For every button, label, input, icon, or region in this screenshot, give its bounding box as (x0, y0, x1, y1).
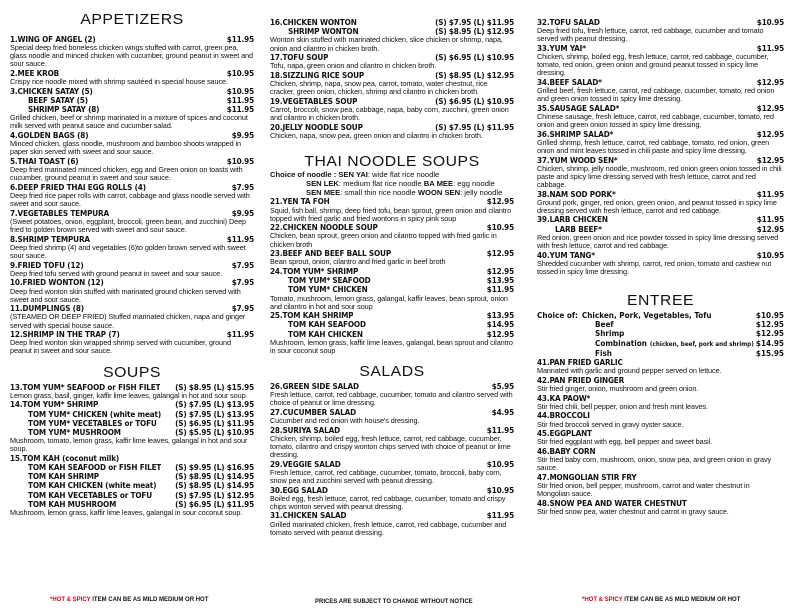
menu-item-price: $5.95 (491, 381, 514, 392)
menu-item-price: $12.95 (756, 154, 784, 165)
menu-item (270, 511, 514, 536)
menu-item-name: TOM KAH SEAFOOD (288, 320, 366, 330)
menu-item (537, 215, 784, 224)
menu-item-price: $11.95 (226, 233, 254, 244)
menu-item-description: Fresh lettuce, carrot, red cabbage, cucumber, tomato and cilantro served with choice of peanut or lime dressing. (270, 390, 513, 408)
menu-item-name: 44.BROCCOLI (537, 411, 590, 421)
menu-item-name: 21.YEN TA FOH (270, 197, 330, 207)
menu-item-description: Chicken, bean sprout, green onion and cilantro topped with fried garlic in chicken broth (270, 231, 497, 249)
menu-item (10, 235, 254, 260)
entree-choice-name: Shrimp (595, 328, 625, 339)
menu-item-description: Minced chicken, glass noodle, mushroom and bamboo shoots wrapped in paper skin served with sweet and sour sauce. (10, 139, 241, 157)
menu-item-description: Mushroom, lemon grass, kaffir lime leaves, galangal in sour coconut soup. (10, 508, 243, 518)
menu-item-price: $4.95 (491, 406, 514, 417)
menu-item-description: Marinated with garlic and ground pepper served on lettuce. (537, 366, 722, 376)
menu-item-description: Tofu, napa, green onion and cilantro in chicken broth. (270, 61, 437, 71)
menu-item-name: 33.YUM YAI* (537, 43, 586, 53)
menu-item-name: 5.THAI TOAST (6) (10, 156, 79, 166)
menu-item-description: Bean sprout, onion, cilantro and fried garlic in beef broth (270, 257, 446, 267)
menu-item-description: Chicken, shrimp, boiled egg, fresh lettuce, carrot, red cabbage, cucumber, tomato, red onion, green onion and ground peanut tossed in spicy lime dressing. (537, 52, 769, 78)
menu-item-price: $10.95 (756, 249, 784, 260)
menu-item-name: 30.EGG SALAD (270, 485, 328, 495)
hot-spicy-note-left (50, 597, 208, 603)
noodle-choice-value: : small thin rice noodle (340, 187, 416, 197)
menu-item-description: (Sweet potatoes, onion, eggplant, broccoli, green bean, and zucchini) Deep fried to golden brown served with sweet and sour sauce. (10, 216, 246, 235)
menu-item (270, 249, 514, 266)
menu-item-description: Stir fried snow pea, water chestnut and carrot in gravy sauce. (537, 506, 729, 516)
noodle-choice-value: : wide flat rice noodle (367, 169, 440, 179)
menu-item-name: TOM KAH SEAFOOD or FISH FILET (28, 463, 162, 472)
menu-item-price: (S) $6.95 (L) $11.95 (175, 498, 254, 509)
menu-item-price: $11.95 (226, 329, 254, 340)
menu-item-description: Crispy rice noodle mixed with shrimp sautéed in special house sauce. (10, 77, 228, 87)
menu-item-description: Stir fried baby corn, mushroom, onion, snow pea, and green onion in gravy sauce. (537, 455, 772, 473)
menu-item-name: 11.DUMPLINGS (8) (10, 304, 84, 314)
menu-item (10, 105, 254, 130)
menu-item-name: 19.VEGETABLES SOUP (270, 96, 358, 106)
menu-item-description: Stir fried ginger, onion, mushroom and green onion. (537, 383, 699, 393)
menu-item-price: $11.95 (486, 510, 514, 521)
menu-item (10, 304, 254, 329)
menu-item-price: $12.95 (756, 223, 784, 234)
menu-item (270, 285, 514, 310)
menu-item (10, 209, 254, 234)
menu-item-description: Stir fried onion, bell pepper, mushroom, carrot and water chestnut in Mongolian sauce. (537, 481, 750, 499)
menu-item-description: Grilled chicken, beef or shrimp marinated in a mixture of spices and coconut milk served with peanut sauce and cucumber salad. (10, 113, 248, 131)
menu-item-price: $12.95 (486, 196, 514, 207)
menu-item-name: 24.TOM YUM* SHRIMP (270, 266, 359, 276)
menu-item-name: 32.TOFU SALAD (537, 18, 600, 27)
menu-item-name: 13.TOM YUM* SEAFOOD or FISH FILET (10, 382, 161, 392)
menu-item (270, 223, 514, 248)
menu-item-name: TOM KAH CHICKEN (288, 329, 363, 339)
menu-item-description: Mushroom, lemon grass, kaffir lime leaves, galangal, bean sprout and cilantro in sour coconut soup (270, 337, 513, 355)
menu-item-description: Deep fried wonton skin wrapped shrimp served with cucumber, ground peanut in sweet and sour sauce. (10, 338, 231, 356)
noodle-choice-key: SEN YAI (338, 169, 368, 179)
menu-item-price: $11.95 (756, 214, 784, 225)
noodle-soups-list (270, 197, 514, 355)
entree-choice-name-wrap (537, 311, 712, 320)
menu-item (270, 460, 514, 485)
menu-item-name: 7.VEGETABLES TEMPURA (10, 208, 109, 218)
menu-item (270, 311, 514, 320)
entree-choice-row (537, 339, 784, 349)
menu-item-description: Stir fried broccoli served in gravy oyster sauce. (537, 419, 684, 429)
menu-item-name: TOM KAH CHICKEN (white meat) (28, 481, 157, 491)
menu-item-description: Deep fried shrimp (4) and vegetables (6)to golden brown served with sweet sour sauce. (10, 242, 246, 260)
noodle-choice-line-3 (270, 189, 514, 198)
menu-item-name: 46.BABY CORN (537, 446, 596, 456)
column-right (537, 0, 784, 516)
entree-choice-label: Choice of: (537, 309, 578, 320)
entree-choice-row (537, 329, 784, 338)
hot-spicy-mark: *HOT & SPICY (50, 597, 91, 603)
menu-item-name: 35.SAUSAGE SALAD* (537, 103, 620, 113)
noodle-choice-value: : egg noodle (453, 178, 495, 188)
menu-item-price: (S) $7.95 (L) $13.95 (175, 399, 254, 410)
entree-heading: ENTREE (626, 291, 695, 309)
appetizers-heading: APPETIZERS (80, 11, 184, 28)
menu-item-price: (S) $6.95 (L) $11.95 (175, 417, 254, 428)
menu-item-row (270, 320, 514, 329)
menu-item-name: 40.YUM TANG* (537, 250, 595, 260)
noodle-choice-label: Choice of noodle : (270, 169, 337, 179)
menu-item-row (10, 96, 254, 105)
menu-item-description: Squid, fish ball, shrimp, deep fried tofu, bean sprout, green onion and cilantro topped with fried garlic and fried wontons in spicy pink soup (270, 205, 512, 223)
menu-item-description: Deep fried marinated minced chicken, egg and Green onion on toasts with cucumber, ground peanut in sweet and sour sauce. (10, 165, 243, 183)
menu-item-name: 4.GOLDEN BAGS (8) (10, 131, 89, 141)
menu-item-price: $10.95 (486, 458, 514, 469)
menu-item (537, 130, 784, 155)
menu-item-price: $9.95 (231, 207, 254, 218)
menu-item-name: 18.SIZZLING RICE SOUP (270, 70, 365, 80)
menu-item-description: Stir fried chili, bell pepper, onion and fresh mint leaves. (537, 401, 708, 411)
menu-item (537, 156, 784, 189)
menu-item-name: 2.MEE KROB (10, 68, 60, 78)
menu-item-description: Grilled marinated chicken, fresh lettuce, carrot, red cabbage, cucumber and tomato served with peanut dressing. (270, 519, 507, 537)
hot-spicy-text: ITEM CAN BE AS MILD MEDIUM OR HOT (92, 597, 209, 603)
column-middle (270, 0, 514, 537)
entree-choice-row (537, 320, 784, 329)
entree-choice-name: Chicken, Pork, Vegetables, Tofu (581, 309, 712, 320)
price-change-note: PRICES ARE SUBJECT TO CHANGE WITHOUT NOTICE (315, 599, 473, 605)
menu-item-name: TOM YUM* VECETABLES or TOFU (28, 418, 157, 428)
menu-item (270, 97, 514, 122)
menu-item-price: $12.95 (756, 76, 784, 87)
menu-item-description: Chicken, shrimp, napa, snow pea, carrot, tomato, water chestnut, rice cracker, green onion, chicken, shrimp and cilantro in chicken broth. (270, 79, 488, 97)
menu-item-price: $10.95 (486, 484, 514, 495)
menu-item-name: TOM YUM* SEAFOOD (288, 276, 371, 286)
soups-continued-list (270, 18, 514, 140)
menu-item-description: Fresh lettuce, carrot, red cabbage, cucumber, tomato, broccoli, baby corn, snow pea and zucchini served with peanut dressing. (270, 467, 502, 485)
entree-choice-name: Combination (595, 337, 647, 348)
menu-item-row (270, 311, 514, 320)
menu-item-price: (S) $8.95 (L) $12.95 (435, 26, 514, 37)
noodle-choice-value: : jelly noodle (460, 187, 503, 197)
menu-item (537, 473, 784, 498)
menu-item-description: Chicken, napa, snow pea, green onion and cilantro in chicken broth. (270, 130, 483, 140)
entree-choice-row (537, 311, 784, 320)
menu-item-name: TOM KAH SHRIMP (28, 472, 99, 482)
menu-item (10, 383, 254, 400)
menu-item (537, 358, 784, 375)
hot-spicy-mark: *HOT & SPICY (582, 597, 623, 603)
entree-list (537, 358, 784, 516)
menu-item-name: 20.JELLY NOODLE SOUP (270, 122, 363, 132)
menu-item-description: Mushroom, tomato, lemon grass, kaffir lime leaves, galangal in hot and sour soup. (10, 436, 248, 454)
menu-item-name: TOM YUM* CHICKEN (288, 285, 368, 295)
menu-item-price: $7.95 (231, 303, 254, 314)
menu-item (537, 190, 784, 215)
menu-item (537, 429, 784, 446)
menu-item (270, 267, 514, 276)
menu-item-name: 28.SURIYA SALAD (270, 425, 340, 435)
noodle-choice-key: SEN LEK (306, 178, 339, 188)
menu-item-name: 29.VEGGIE SALAD (270, 459, 341, 469)
menu-item-price: (S) $6.95 (L) $10.95 (435, 52, 514, 63)
menu-item-name: 43.KA PAOW* (537, 393, 591, 403)
menu-item-price: (S) $7.95 (L) $11.95 (435, 17, 514, 27)
menu-item-price: $10.95 (756, 17, 784, 27)
entree-choice-price: $10.95 (755, 309, 784, 320)
menu-item-description: Shredded cucumber with shrimp, carrot, red onion, tomato and cashew nut tossed in spicy lime dressing. (537, 258, 772, 276)
menu-item-row (270, 276, 514, 285)
menu-item-name: 41.PAN FRIED GARLIC (537, 357, 623, 367)
menu-item-name: 26.GREEN SIDE SALAD (270, 382, 359, 392)
menu-item (10, 35, 254, 68)
menu-item-price: $7.95 (231, 277, 254, 288)
menu-item-price: $10.95 (226, 155, 254, 166)
menu-item (270, 123, 514, 140)
entree-choice-name-wrap (537, 349, 612, 358)
salads-list (270, 382, 514, 537)
menu-item-name: 8.SHRIMP TEMPURA (10, 234, 90, 244)
menu-item-description: Chicken, shrimp, jelly noodle, mushroom, red onion green onion tossed in chili paste and spicy lime dressing served with fresh lettuce, carrot and red cabbage. (537, 163, 782, 189)
menu-item (537, 394, 784, 411)
menu-item-name: 15.TOM KAH (coconut milk) (10, 453, 120, 463)
menu-item (537, 447, 784, 472)
menu-item (10, 330, 254, 355)
menu-item-name: 23.BEEF AND BEEF BALL SOUP (270, 249, 392, 259)
menu-item-description: Grilled beef, fresh lettuce, carrot, red cabbage, cucumber, tomato, red onion and green onion tossed in spicy lime dressing. (537, 86, 775, 104)
menu-item (10, 69, 254, 86)
soups-list (10, 383, 254, 518)
menu-item-name: 17.TOFU SOUP (270, 53, 329, 63)
menu-item-price: $11.95 (756, 188, 784, 199)
salads-heading: SALADS (359, 363, 425, 381)
menu-item-price: $10.95 (486, 222, 514, 233)
menu-item-price: (S) $8.95 (L) $14.95 (175, 471, 254, 482)
menu-item (537, 18, 784, 43)
menu-item (270, 382, 514, 407)
menu-item-name: 48.SNOW PEA AND WATER CHESTNUT (537, 498, 687, 508)
entree-choice-price: $14.95 (755, 337, 784, 348)
menu-item-name: 6.DEEP FRIED THAI EGG ROLLS (4) (10, 182, 146, 192)
menu-item-name: 37.YUM WOOD SEN* (537, 155, 618, 165)
menu-item (10, 131, 254, 156)
menu-item (537, 104, 784, 129)
noodle-soups-heading: THAI NOODLE SOUPS (304, 152, 480, 170)
menu-item-name: 3.CHICKEN SATAY (5) (10, 86, 93, 96)
entree-choice-extra: (chicken, beef, pork and shrimp) (649, 340, 754, 348)
hot-spicy-note-right (582, 597, 740, 603)
entree-choice-row (537, 349, 784, 358)
menu-item-name: 10.FRIED WONTON (12) (10, 278, 104, 288)
menu-item (270, 27, 514, 52)
menu-item (270, 486, 514, 511)
menu-item-price: $11.95 (486, 424, 514, 435)
menu-item-name: TOM YUM* MUSHROOM (28, 427, 121, 437)
menu-item-name: TOM KAH MUSHROOM (28, 499, 117, 509)
menu-item-row (270, 267, 514, 276)
menu-item-description: Boiled egg, fresh lettuce, carrot, red cabbage, cucumber, tomato and crispy chips wonton served with peanut dressing. (270, 493, 506, 511)
menu-item (270, 53, 514, 70)
menu-item-description: Red onion, green onion and rice powder tossed in spicy lime dressing served with fresh lettuce, carrot and red cabbage. (537, 232, 779, 250)
menu-item (537, 78, 784, 103)
menu-item (10, 157, 254, 182)
menu-item-price: $11.95 (756, 42, 784, 53)
menu-item-name: 39.LARB CHICKEN (537, 215, 608, 225)
menu-item-row (537, 215, 784, 224)
noodle-choices (270, 171, 514, 197)
menu-item (537, 44, 784, 77)
menu-item-description: Deep fried rice paper rolls with carrot, cabbage and glass noodle served with sweet and sour sauce. (10, 191, 250, 209)
noodle-choice-value: : medium flat rice noodle (338, 178, 422, 188)
salads-continued-list (537, 18, 784, 276)
menu-item-name: 38.NAM SOD PORK* (537, 189, 616, 199)
menu-item-name: 16.CHICKEN WONTON (270, 18, 357, 27)
menu-item-name: 47.MONGOLIAN STIR FRY (537, 472, 637, 482)
menu-item (270, 276, 514, 285)
menu-item-name: 27.CUCUMBER SALAD (270, 407, 356, 417)
menu-item-price: $11.95 (226, 34, 254, 44)
hot-spicy-text: ITEM CAN BE AS MILD MEDIUM OR HOT (624, 597, 741, 603)
menu-item-price: $12.95 (756, 102, 784, 113)
menu-item-price: $12.95 (486, 328, 514, 339)
menu-item (270, 330, 514, 355)
menu-item-name: 25.TOM KAH SHRIMP (270, 311, 354, 321)
menu-item (10, 500, 254, 517)
menu-item-name: 9.FRIED TOFU (12) (10, 260, 84, 270)
menu-item-row (10, 87, 254, 96)
menu-item-name: TOM KAH VECETABLES or TOFU (28, 490, 152, 500)
menu-item (270, 426, 514, 459)
menu-item (537, 251, 784, 276)
menu-item-name: SHRIMP SATAY (8) (28, 105, 100, 115)
menu-item-price: (S) $7.95 (L) $11.95 (435, 121, 514, 132)
menu-item (10, 96, 254, 105)
menu-item-name: 45.EGGPLANT (537, 429, 592, 439)
menu-item-name: 42.PAN FRIED GINGER (537, 375, 625, 385)
menu-item-description: Carrot, broccoli, snow pea, cabbage, napa, baby corn, zucchini, green onion and cilantro in chicken broth. (270, 104, 509, 123)
soups-heading: SOUPS (103, 363, 161, 381)
menu-item-description: Wonton skin stuffed with marinated chicken, slice chicken or shrimp, napa, onion and cilantro in chicken broth. (270, 35, 503, 53)
menu-item-price: (S) $7.95 (L) $12.95 (175, 489, 254, 500)
menu-item (10, 183, 254, 208)
menu-item-price: $10.95 (226, 67, 254, 78)
menu-item-description: Stir fried eggplant with egg, bell pepper and sweet basil. (537, 437, 713, 447)
menu-item-price: (S) $7.95 (L) $13.95 (175, 408, 254, 419)
menu-item-description: Special deep fried boneless chicken wings stuffed with carrot, green pea, glass noodle and minced chicken with cucumber, ground peanut in sweet and sour sauce. (10, 43, 253, 69)
entree-choice-price: $12.95 (755, 328, 784, 339)
entree-choice-name-wrap (537, 339, 754, 349)
menu-item (10, 87, 254, 96)
menu-item-description: (STEAMED OR DEEP FRIED) Stuffed marinated chicken, napa and ginger served with special house sauce. (10, 312, 246, 330)
menu-item-price: $11.95 (226, 94, 254, 105)
menu-item-price: $7.95 (231, 181, 254, 192)
noodle-choice-key: BA MEE (423, 178, 454, 188)
entree-choice-name: Fish (595, 347, 612, 358)
menu-item-name: TOM YUM* CHICKEN (white meat) (28, 409, 162, 419)
entree-choice-price: $12.95 (755, 319, 784, 330)
entree-choices (537, 311, 784, 358)
menu-item (270, 71, 514, 96)
menu-item-price: $13.95 (486, 275, 514, 286)
menu-item-description: Deep fried tofu served with ground peanut in sweet and sour sauce. (10, 268, 223, 278)
menu-item-name: BEEF SATAY (5) (28, 95, 88, 105)
noodle-choice-key: SEN MEE (306, 187, 341, 197)
menu-item-name: 14.TOM YUM* SHRIMP (10, 400, 99, 410)
menu-item-description: Lemon grass, basil, ginger, kaffir lime leaves, galangal in hot and sour soup. (10, 390, 248, 400)
menu-item-price: $12.95 (486, 248, 514, 259)
menu-item-name: 31.CHICKEN SALAD (270, 511, 347, 521)
menu-item-price: $12.95 (756, 128, 784, 139)
menu-item-description: Chinese sausage, fresh lettuce, carrot, red cabbage, cucumber, tomato, red onion and green onion tossed in spicy lime dressing. (537, 111, 774, 130)
menu-item-description: Deep fried tofu, fresh lettuce, carrot, red cabbage, cucumber and tomato served with peanut dressing. (537, 26, 764, 44)
menu-item-name: 36.SHRIMP SALAD* (537, 129, 614, 139)
menu-item-price: $12.95 (486, 265, 514, 276)
menu-item-price: (S) $6.95 (L) $10.95 (435, 95, 514, 106)
menu-item-name: 22.CHICKEN NOODLE SOUP (270, 223, 378, 233)
menu-item-description: Deep fried wonton skin stuffed with marinated ground chicken served with sweet and sour sauce. (10, 286, 241, 304)
menu-item-price: $14.95 (486, 319, 514, 330)
menu-item (10, 261, 254, 278)
menu-item-price: $7.95 (231, 259, 254, 270)
menu-item (537, 411, 784, 428)
appetizers-list (10, 35, 254, 356)
menu-item-name: 1.WING OF ANGEL (2) (10, 35, 96, 44)
menu-item-price: $11.95 (226, 104, 254, 115)
menu-item-price: $10.95 (226, 85, 254, 96)
menu-item-description: Tomato, mushroom, lemon grass, galangal, kaffir leaves, bean sprout, onion and cilantro in hot and sour soup (270, 293, 508, 311)
menu-item (537, 499, 784, 516)
menu-item (10, 428, 254, 453)
menu-item-description: Cucumber and red onion with house's dressing. (270, 416, 420, 426)
column-left (10, 0, 254, 518)
menu-item (270, 320, 514, 329)
menu-item-description: Ground pork, ginger, red onion, green onion, and peanut tossed in spicy lime dressing served with fresh lettuce, carrot and red cabbage. (537, 197, 777, 215)
menu-item (270, 197, 514, 222)
menu-item-price: $13.95 (486, 310, 514, 321)
menu-item-price: (S) $8.95 (L) $12.95 (435, 69, 514, 80)
menu-item-price: (S) $9.95 (L) $16.95 (175, 462, 254, 472)
menu-item-price: (S) $8.95 (L) $15.95 (175, 381, 254, 392)
menu-item-price: (S) $8.95 (L) $14.95 (175, 480, 254, 491)
menu-item (10, 278, 254, 303)
menu-item-description: Grilled shrimp, fresh lettuce, carrot, red cabbage, tomato, red onion, green onion and mint leaves tossed in chili paste and spicy lime dressing. (537, 137, 770, 155)
menu-item (537, 225, 784, 250)
menu-item-name: 12.SHRIMP IN THE TRAP (7) (10, 330, 120, 340)
menu-item (537, 376, 784, 393)
menu-item-price: (S) $5.95 (L) $10.95 (175, 426, 254, 437)
entree-choice-price: $15.95 (755, 347, 784, 358)
menu-item-price: $11.95 (486, 284, 514, 295)
menu-item-description: Chicken, shrimp, boiled egg, fresh lettuce, carrot, red cabbage, cucumber, tomato, cilantro and crispy wonton chips served with choice of peanut or lime dressing. (270, 433, 511, 460)
noodle-choice-key: WOON SEN (417, 187, 461, 197)
menu-item-name: 34.BEEF SALAD* (537, 77, 602, 87)
menu-item-name: SHRIMP WONTON (288, 27, 359, 37)
entree-choice-name: Beef (595, 319, 614, 330)
menu-item-price: $9.95 (231, 130, 254, 141)
menu-item (270, 408, 514, 425)
menu-item-name: LARB BEEF* (555, 224, 602, 234)
